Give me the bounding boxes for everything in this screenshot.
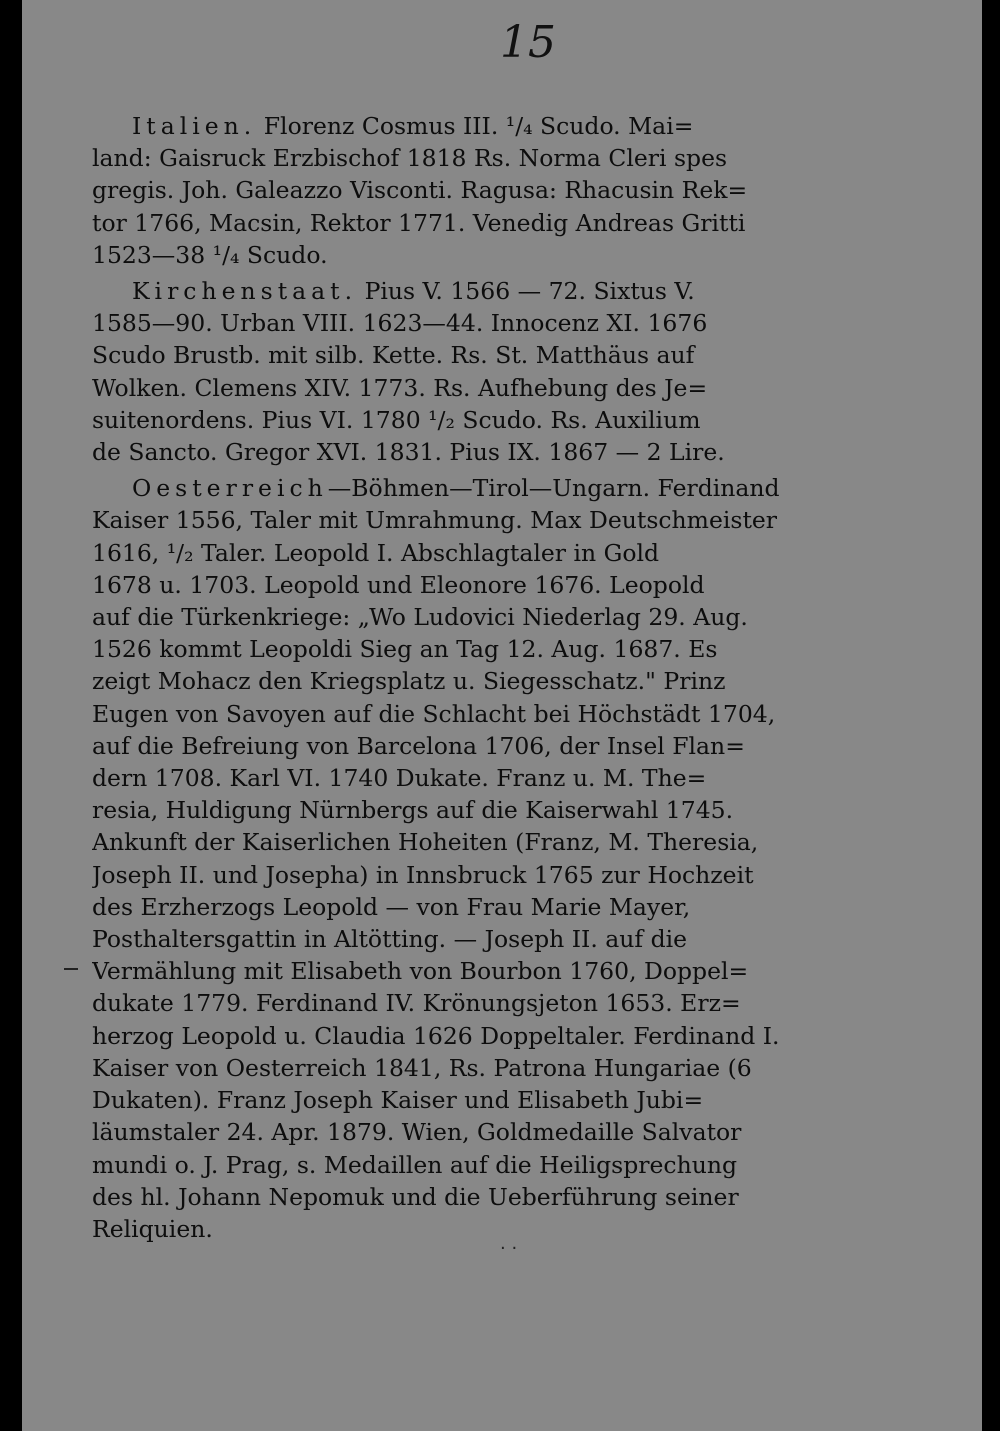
text-line (92, 1181, 910, 1213)
text-line (92, 891, 910, 923)
text-line (92, 923, 910, 955)
line-text: 1526 kommt Leopoldi Sieg an Tag 12. Aug. 1687. Es (92, 635, 718, 664)
text-line (92, 601, 910, 633)
line-text: Eugen von Savoyen auf die Schlacht bei Höchstädt 1704, (92, 699, 776, 728)
section-heading: Oesterreich (132, 474, 328, 503)
text-line (92, 633, 910, 665)
text-line (92, 372, 910, 404)
line-text: Reliquien. (92, 1214, 213, 1243)
line-text: de Sancto. Gregor XVI. 1831. Pius IX. 1867 — 2 Lire. (92, 438, 725, 467)
line-text: Dukaten). Franz Joseph Kaiser und Elisabeth Jubi= (92, 1086, 704, 1115)
paragraph (92, 472, 910, 1245)
text-line (92, 826, 910, 858)
text-line (92, 665, 910, 697)
text-line (92, 307, 910, 339)
line-text: resia, Huldigung Nürnbergs auf die Kaiserwahl 1745. (92, 796, 734, 825)
line-text: suitenordens. Pius VI. 1780 ¹/₂ Scudo. Rs. Auxilium (92, 405, 701, 434)
text-line (92, 955, 910, 987)
text-line (92, 339, 910, 371)
text-line (92, 436, 910, 468)
line-text: Kaiser von Oesterreich 1841, Rs. Patrona Hungariae (6 (92, 1053, 752, 1082)
paragraph (92, 110, 910, 271)
line-text: dukate 1779. Ferdinand IV. Krönungsjeton 1653. Erz= (92, 989, 741, 1018)
line-text: 1616, ¹/₂ Taler. Leopold I. Abschlagtaler in Gold (92, 538, 660, 567)
ink-dots: · · (500, 1238, 518, 1259)
line-text: herzog Leopold u. Claudia 1626 Doppeltaler. Ferdinand I. (92, 1021, 780, 1050)
line-text: 1523—38 ¹/₄ Scudo. (92, 240, 328, 269)
text-line (92, 730, 910, 762)
text-line (92, 174, 910, 206)
text-line (92, 1149, 910, 1181)
text-line (92, 404, 910, 436)
line-text: des hl. Johann Nepomuk und die Ueberführung seiner (92, 1182, 739, 1211)
line-text: Vermählung mit Elisabeth von Bourbon 1760, Doppel= (92, 957, 749, 986)
line-text: —Böhmen—Tirol—Ungarn. Ferdinand (327, 474, 780, 503)
line-text: Joseph II. und Josepha) in Innsbruck 1765 zur Hochzeit (92, 860, 754, 889)
text-line (92, 698, 910, 730)
margin-mark (64, 968, 78, 970)
text-line (92, 859, 910, 891)
text-line (92, 1020, 910, 1052)
text-line (92, 1052, 910, 1084)
line-text: auf die Befreiung von Barcelona 1706, der Insel Flan= (92, 731, 745, 760)
text-line (92, 762, 910, 794)
line-text: 1678 u. 1703. Leopold und Eleonore 1676. Leopold (92, 570, 705, 599)
text-line (92, 987, 910, 1019)
line-text: Ankunft der Kaiserlichen Hoheiten (Franz, M. Theresia, (92, 828, 759, 857)
line-text: auf die Türkenkriege: „Wo Ludovici Niederlag 29. Aug. (92, 603, 748, 632)
line-text: mundi o. J. Prag, s. Medaillen auf die Heiligsprechung (92, 1150, 738, 1179)
line-text: land: Gaisruck Erzbischof 1818 Rs. Norma Cleri spes (92, 144, 728, 173)
line-text: gregis. Joh. Galeazzo Visconti. Ragusa: Rhacusin Rek= (92, 176, 748, 205)
page-text (92, 110, 910, 1249)
text-line (92, 1116, 910, 1148)
page-number: 15 (500, 17, 556, 68)
book-page (22, 0, 982, 1431)
text-line (92, 794, 910, 826)
line-text: Scudo Brustb. mit silb. Kette. Rs. St. Matthäus auf (92, 341, 695, 370)
text-line (92, 504, 910, 536)
text-line (92, 1084, 910, 1116)
line-text: zeigt Mohacz den Kriegsplatz u. Siegesschatz." Prinz (92, 667, 726, 696)
text-line (92, 275, 910, 307)
text-line (92, 569, 910, 601)
text-line (92, 537, 910, 569)
text-line (92, 142, 910, 174)
line-text: des Erzherzogs Leopold — von Frau Marie Mayer, (92, 892, 691, 921)
line-text: Posthaltersgattin in Altötting. — Joseph II. auf die (92, 925, 688, 954)
line-text: Kaiser 1556, Taler mit Umrahmung. Max Deutschmeister (92, 506, 778, 535)
paragraph (92, 275, 910, 468)
text-line (92, 239, 910, 271)
line-text: tor 1766, Macsin, Rektor 1771. Venedig Andreas Gritti (92, 208, 746, 237)
line-text: läumstaler 24. Apr. 1879. Wien, Goldmedaille Salvator (92, 1118, 742, 1147)
line-text: Florenz Cosmus III. ¹/₄ Scudo. Mai= (256, 112, 694, 140)
line-text: Pius V. 1566 — 72. Sixtus V. (357, 277, 695, 306)
line-text: 1585—90. Urban VIII. 1623—44. Innocenz XI. 1676 (92, 309, 708, 338)
line-text: dern 1708. Karl VI. 1740 Dukate. Franz u. M. The= (92, 764, 707, 793)
line-text: Wolken. Clemens XIV. 1773. Rs. Aufhebung des Je= (92, 373, 708, 402)
section-heading: Kirchenstaat. (132, 277, 358, 306)
text-line (92, 207, 910, 239)
section-heading: Italien. (132, 112, 257, 140)
text-line (92, 110, 910, 142)
text-line (92, 472, 910, 504)
